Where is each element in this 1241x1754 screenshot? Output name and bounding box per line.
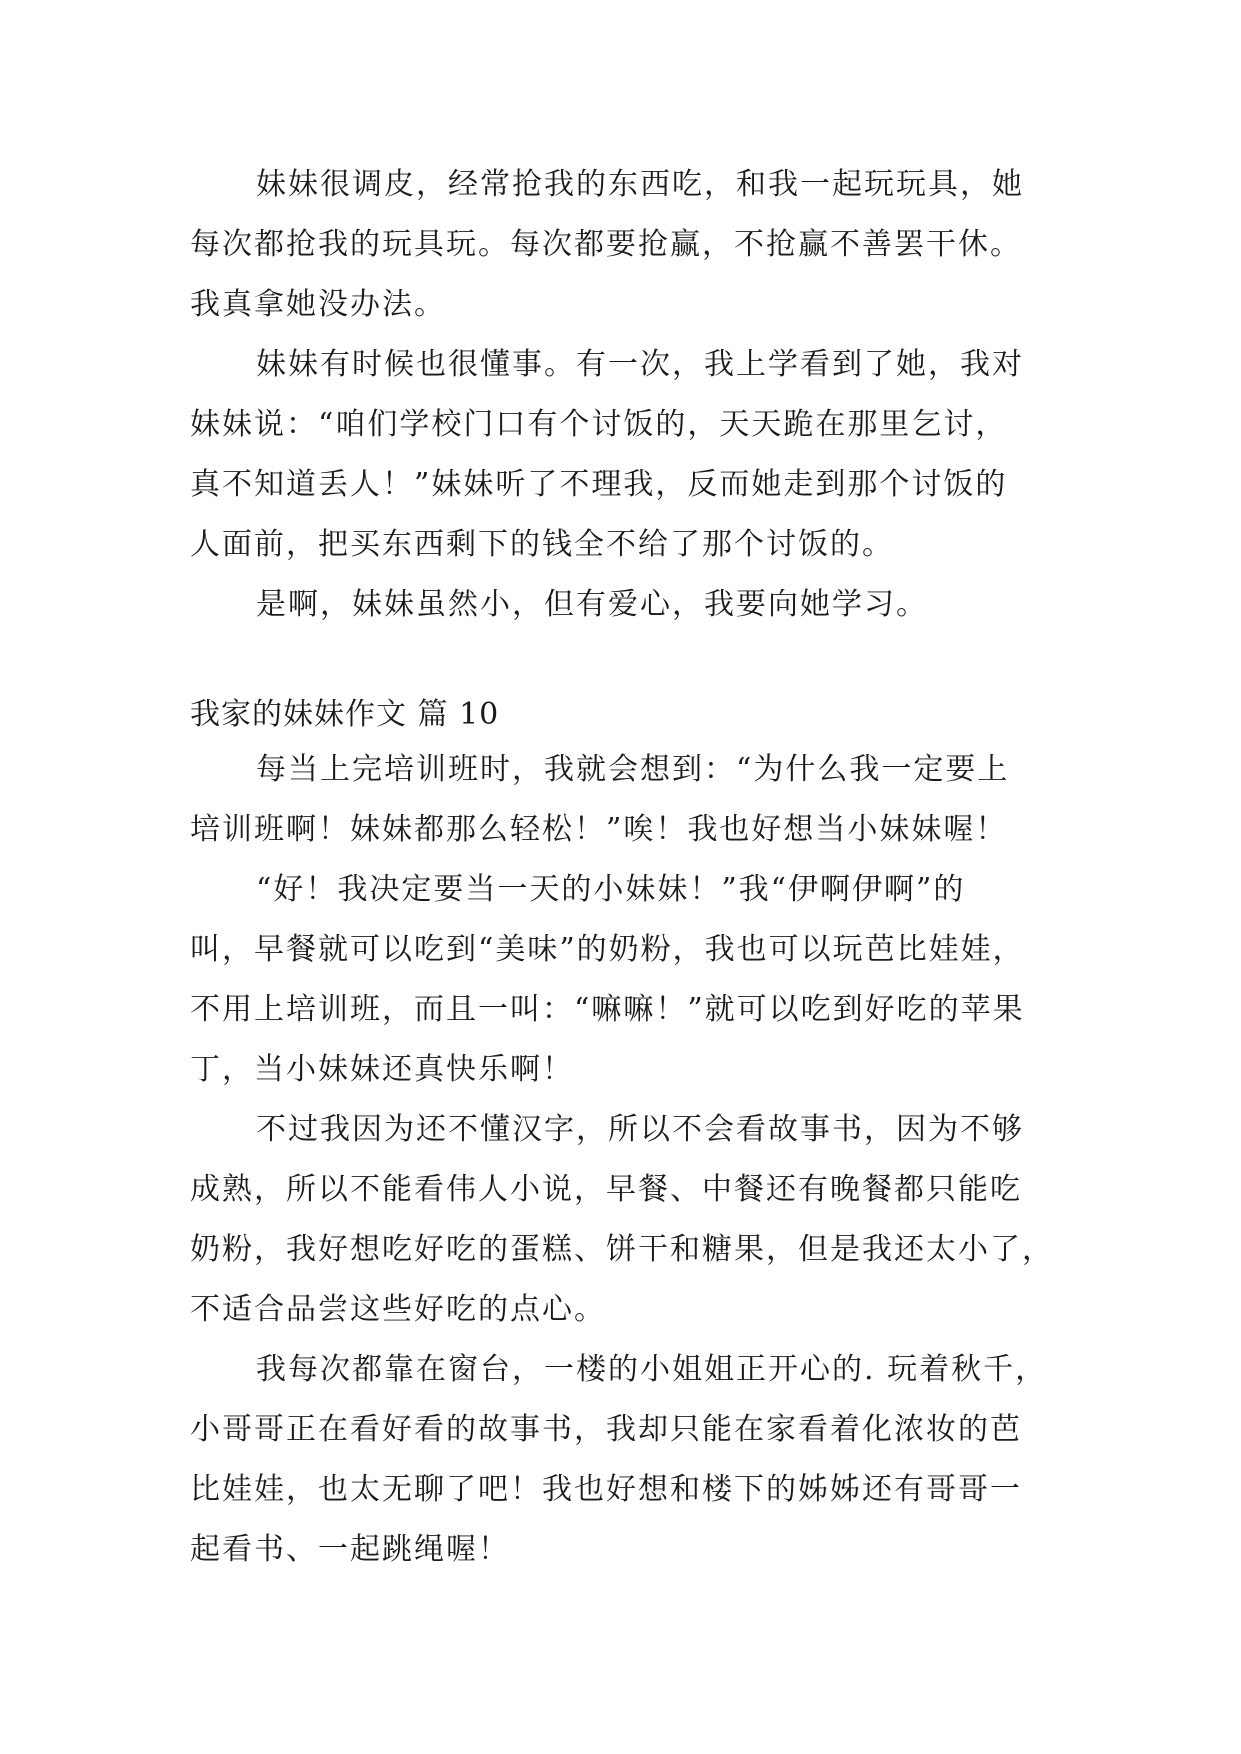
paragraph-line: 我真拿她没办法。 xyxy=(190,287,446,322)
paragraph-line: 每当上完培训班时，我就会想到：“为什么我一定要上 xyxy=(256,752,1010,787)
paragraph-line: 妹妹有时候也很懂事。有一次，我上学看到了她，我对 xyxy=(256,347,1024,382)
paragraph-line: 成熟，所以不能看伟人小说，早餐、中餐还有晚餐都只能吃 xyxy=(190,1172,1022,1207)
section-title: 我家的妹妹作文 篇 10 xyxy=(190,697,500,732)
paragraph-line: 妹妹很调皮，经常抢我的东西吃，和我一起玩玩具，她 xyxy=(256,167,1024,202)
paragraph-line: 是啊，妹妹虽然小，但有爱心，我要向她学习。 xyxy=(256,587,928,622)
paragraph-line: 不用上培训班，而且一叫：“嘛嘛！”就可以吃到好吃的苹果 xyxy=(190,992,1025,1027)
paragraph-line: 比娃娃，也太无聊了吧！我也好想和楼下的姊姊还有哥哥一 xyxy=(190,1472,1022,1507)
paragraph-line: 人面前，把买东西剩下的钱全不给了那个讨饭的。 xyxy=(190,527,894,562)
paragraph-line: 妹妹说：“咱们学校门口有个讨饭的，天天跪在那里乞讨， xyxy=(190,407,1008,442)
paragraph-line: 奶粉，我好想吃好吃的蛋糕、饼干和糖果，但是我还太小了， xyxy=(190,1232,1054,1267)
paragraph-line: 叫，早餐就可以吃到“美味”的奶粉，我也可以玩芭比娃娃， xyxy=(190,932,1025,967)
paragraph-line: 真不知道丢人！”妹妹听了不理我，反而她走到那个讨饭的 xyxy=(190,467,1008,502)
paragraph-line: “好！我决定要当一天的小妹妹！”我“伊啊伊啊”的 xyxy=(256,872,966,907)
paragraph-line: 小哥哥正在看好看的故事书，我却只能在家看着化浓妆的芭 xyxy=(190,1412,1022,1447)
paragraph-line: 每次都抢我的玩具玩。每次都要抢赢，不抢赢不善罢干休。 xyxy=(190,227,1022,262)
paragraph-line: 不适合品尝这些好吃的点心。 xyxy=(190,1292,606,1327)
paragraph-line: 起看书、一起跳绳喔！ xyxy=(190,1532,510,1567)
paragraph-line: 我每次都靠在窗台，一楼的小姐姐正开心的. 玩着秋千， xyxy=(256,1352,1048,1387)
paragraph-line: 丁，当小妹妹还真快乐啊！ xyxy=(190,1052,574,1087)
paragraph-line: 培训班啊！妹妹都那么轻松！”唉！我也好想当小妹妹喔！ xyxy=(190,812,1008,847)
paragraph-line: 不过我因为还不懂汉字，所以不会看故事书，因为不够 xyxy=(256,1112,1024,1147)
